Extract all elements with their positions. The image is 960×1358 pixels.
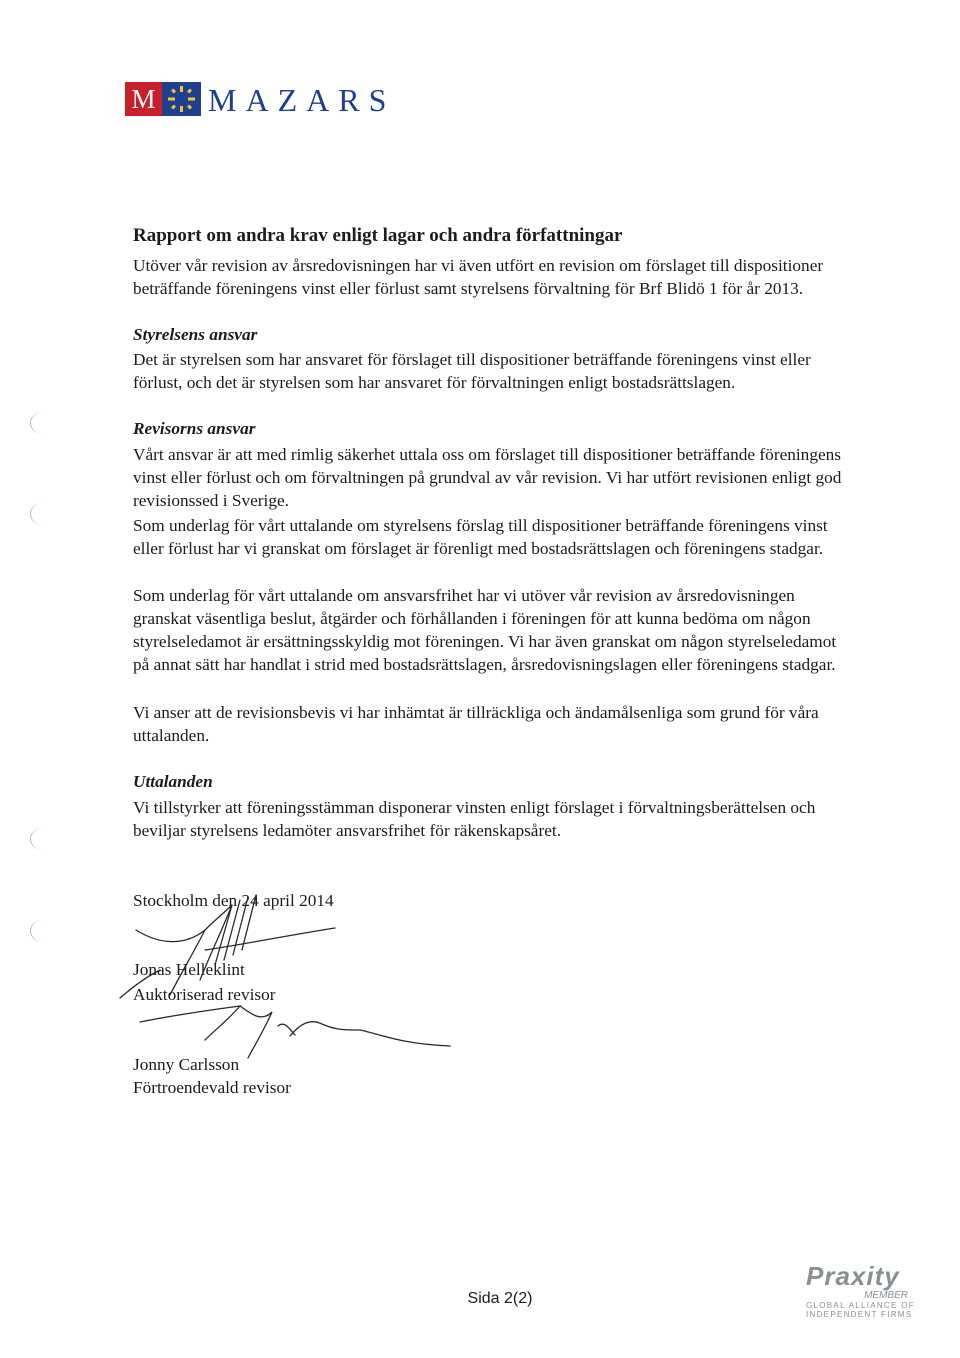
styrelsen-line: förlust, och det är styrelsen som har ansvaret för förvaltningen enligt bostadsrättslagen. bbox=[133, 373, 736, 392]
uttalanden-heading: Uttalanden bbox=[133, 772, 213, 791]
revisorn-line: styrelseledamot är ersättningsskyldig mot föreningen. Vi har även granskat om någon styrelseledamot bbox=[133, 632, 837, 651]
praxity-member: MEMBER bbox=[864, 1290, 908, 1301]
uttalanden-paragraph bbox=[133, 796, 868, 842]
revisorn-line: Som underlag för vårt uttalande om ansvarsfrihet har vi utöver vår revision av årsredovisningen bbox=[133, 586, 795, 605]
uttalanden-line: beviljar styrelsens ledamöter ansvarsfrihet för räkenskapsåret. bbox=[133, 821, 562, 840]
signer1-role: Auktoriserad revisor bbox=[133, 985, 276, 1004]
revisorn-line: granskat väsentliga beslut, åtgärder och förhållanden i föreningen för att kunna bedöma om någon bbox=[133, 609, 811, 628]
signer2-name: Jonny Carlsson bbox=[133, 1055, 240, 1074]
revisorn-line: vinst eller förlust och om förvaltningen på grundval av vår revision. Vi har utfört revisionen enligt god bbox=[133, 468, 842, 487]
revisorn-line: eller förlust har vi granskat om förslaget är förenligt med bostadsrättslagen och föreningens stadgar. bbox=[133, 539, 824, 558]
revisorn-paragraph-4 bbox=[133, 701, 868, 747]
praxity-tagline-1: GLOBAL ALLIANCE OF bbox=[806, 1301, 915, 1310]
styrelsen-paragraph bbox=[133, 348, 868, 394]
intro-line: beträffande föreningens vinst eller förlust samt styrelsens förvaltning för Brf Blidö 1 för år 2013. bbox=[133, 279, 804, 298]
praxity-logo bbox=[806, 1262, 916, 1319]
revisorn-paragraph-1 bbox=[133, 443, 868, 512]
mazars-logo bbox=[125, 82, 201, 116]
signer1-name: Jonas Helleklint bbox=[133, 960, 245, 979]
uttalanden-line: Vi tillstyrker att föreningsstämman disponerar vinsten enligt förslaget i förvaltningsberättelsen och bbox=[133, 798, 816, 817]
signer2-role: Förtroendevald revisor bbox=[133, 1078, 291, 1097]
styrelsen-line: Det är styrelsen som har ansvaret för förslaget till dispositioner beträffande föreningens vinst eller bbox=[133, 350, 811, 369]
binder-hole bbox=[30, 412, 55, 434]
revisorn-line: Vi anser att de revisionsbevis vi har inhämtat är tillräckliga och ändamålsenliga som grund för våra bbox=[133, 703, 819, 722]
binder-hole bbox=[30, 503, 55, 525]
place-date: Stockholm den 24 april 2014 bbox=[133, 891, 334, 910]
revisorn-heading: Revisorns ansvar bbox=[133, 419, 256, 438]
intro-line: Utöver vår revision av årsredovisningen har vi även utfört en revision om förslaget till dispositioner bbox=[133, 256, 824, 275]
revisorn-paragraph-3 bbox=[133, 584, 868, 676]
praxity-wordmark: Praxity bbox=[806, 1261, 900, 1291]
binder-hole bbox=[30, 920, 55, 942]
intro-paragraph bbox=[133, 254, 868, 300]
page-number: Sida 2(2) bbox=[467, 1290, 533, 1307]
logo-letter: M bbox=[125, 82, 162, 116]
revisorn-paragraph-2 bbox=[133, 514, 868, 560]
revisorn-line: revisionssed i Sverige. bbox=[133, 491, 289, 510]
logo-star-icon bbox=[162, 82, 201, 116]
styrelsen-heading: Styrelsens ansvar bbox=[133, 325, 258, 344]
praxity-tagline-2: INDEPENDENT FIRMS bbox=[806, 1310, 913, 1319]
revisorn-line: Vårt ansvar är att med rimlig säkerhet uttala oss om förslaget till dispositioner beträffande föreningens bbox=[133, 445, 841, 464]
report-heading: Rapport om andra krav enligt lagar och andra författningar bbox=[133, 225, 623, 246]
revisorn-line: uttalanden. bbox=[133, 726, 210, 745]
logo-wordmark: MAZARS bbox=[208, 82, 396, 118]
binder-hole bbox=[30, 828, 55, 850]
revisorn-line: Som underlag för vårt uttalande om styrelsens förslag till dispositioner beträffande föreningens vinst bbox=[133, 516, 828, 535]
revisorn-line: på annat sätt har handlat i strid med bostadsrättslagen, årsredovisningslagen eller föreningens stadgar. bbox=[133, 655, 836, 674]
